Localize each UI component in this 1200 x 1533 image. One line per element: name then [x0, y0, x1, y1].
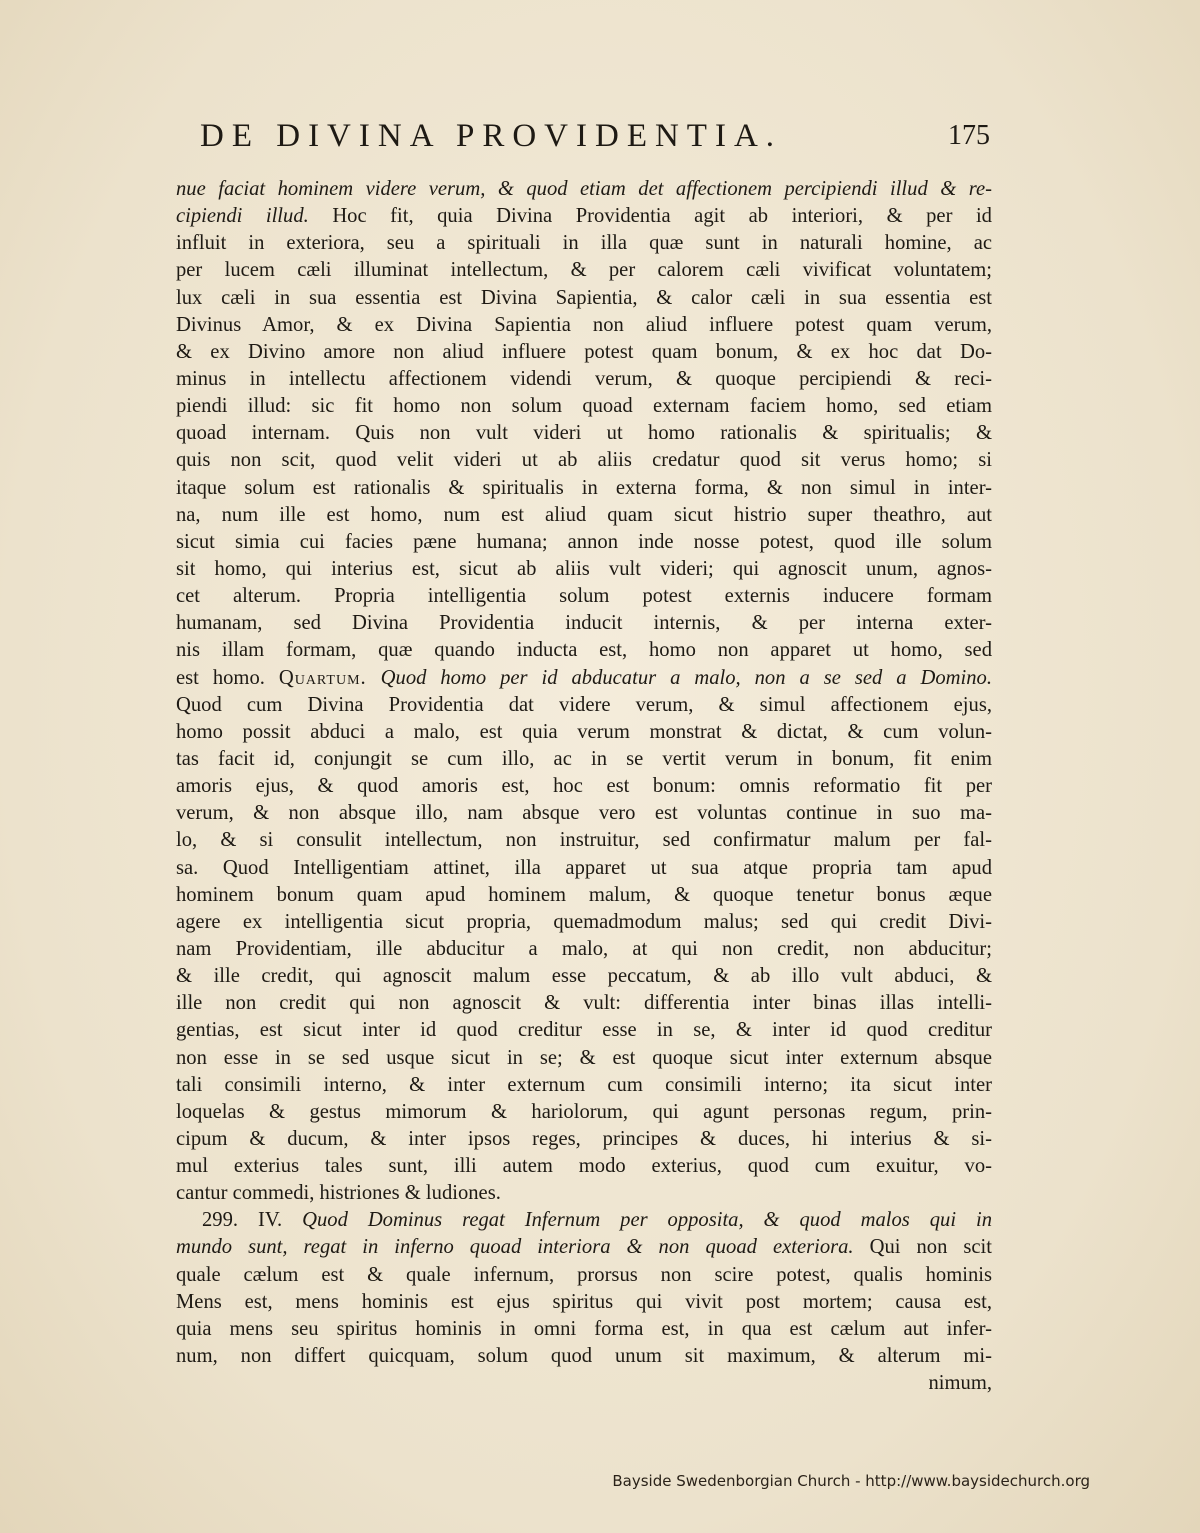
- text-run: 299. IV.: [202, 1209, 303, 1232]
- text-line: [176, 610, 992, 637]
- text-line: [176, 665, 992, 692]
- text-run: piendi illud: sic fit homo non solum quoad externam faciem homo, sed etiam: [176, 395, 992, 418]
- text-line: [176, 1045, 992, 1072]
- text-line: [176, 936, 992, 963]
- text-line: [176, 1289, 992, 1316]
- text-line: [176, 855, 992, 882]
- text-run: ille non credit qui non agnoscit & vult: differentia inter binas illas intelli-: [176, 992, 992, 1015]
- text-line: [176, 203, 992, 230]
- footer-credit: Bayside Swedenborgian Church - http://www.baysidechurch.org: [612, 1472, 1090, 1490]
- text-run: lo, & si consulit intellectum, non instruitur, sed confirmatur malum per fal-: [176, 829, 992, 852]
- text-run: tali consimili interno, & inter externum cum consimili interno; ita sicut inter: [176, 1073, 992, 1096]
- text-run: Hoc fit, quia Divina Providentia agit ab interiori, & per id: [308, 205, 992, 228]
- text-line: [176, 257, 992, 284]
- text-run: per lucem cæli illuminat intellectum, & per calorem cæli vivificat voluntatem;: [176, 259, 992, 282]
- text-line: [176, 285, 992, 312]
- text-line: [176, 339, 992, 366]
- text-line: [176, 176, 992, 203]
- text-run: itaque solum est rationalis & spiritualis in externa forma, & non simul in inter-: [176, 476, 992, 499]
- text-run: sicut simia cui facies pæne humana; annon inde nosse potest, quod ille solum: [176, 530, 992, 553]
- small-caps-run: Quartum.: [278, 666, 367, 689]
- text-line: [176, 1370, 992, 1397]
- text-line: [176, 637, 992, 664]
- text-run: nam Providentiam, ille abducitur a malo, at qui non credit, non abducitur;: [176, 937, 992, 960]
- text-run: homo possit abduci a malo, est quia verum monstrat & dictat, & cum volun-: [176, 720, 992, 743]
- text-line: [176, 1207, 992, 1234]
- text-line: [176, 447, 992, 474]
- text-line: [176, 1099, 992, 1126]
- text-run: verum, & non absque illo, nam absque vero est voluntas continue in suo ma-: [176, 802, 992, 825]
- text-run: na, num ille est homo, num est aliud quam sicut histrio super theathro, aut: [176, 503, 992, 526]
- text-line: [176, 827, 992, 854]
- text-line: [176, 963, 992, 990]
- running-header: [200, 118, 990, 168]
- text-run: amoris ejus, & quod amoris est, hoc est bonum: omnis reformatio fit per: [176, 775, 992, 798]
- text-line: [176, 1180, 992, 1207]
- text-run: quis non scit, quod velit videri ut ab aliis credatur quod sit verus homo; si: [176, 449, 992, 472]
- text-run: hominem bonum quam apud hominem malum, & quoque tenetur bonus æque: [176, 883, 992, 906]
- running-title: DE DIVINA PROVIDENTIA.: [200, 118, 783, 154]
- text-run: quoad internam. Quis non vult videri ut homo rationalis & spiritualis; &: [176, 422, 992, 445]
- text-run: Divinus Amor, & ex Divina Sapientia non aliud influere potest quam verum,: [176, 313, 992, 336]
- text-run: humanam, sed Divina Providentia inducit internis, & per interna exter-: [176, 612, 992, 635]
- italic-run: nue faciat hominem videre verum, & quod etiam det affectionem percipiendi illud & re-: [176, 178, 992, 200]
- text-run: sa. Quod Intelligentiam attinet, illa apparet ut sua atque propria tam apud: [176, 856, 992, 879]
- text-run: lux cæli in sua essentia est Divina Sapientia, & calor cæli in sua essentia est: [176, 286, 992, 309]
- text-line: [176, 773, 992, 800]
- text-line: [176, 1262, 992, 1289]
- text-line: [176, 909, 992, 936]
- text-run: minus in intellectu affectionem videndi verum, & quoque percipiendi & reci-: [176, 367, 992, 390]
- text-line: [176, 1343, 992, 1370]
- text-line: [176, 475, 992, 502]
- italic-run: Quod homo per id abducatur a malo, non a se sed a Domino.: [380, 666, 992, 689]
- text-line: [176, 393, 992, 420]
- text-run: sit homo, qui interius est, sicut ab aliis vult videri; qui agnoscit unum, agnos-: [176, 557, 992, 580]
- text-run: [367, 667, 381, 689]
- text-line: [176, 583, 992, 610]
- text-run: cet alterum. Propria intelligentia solum potest externis inducere formam: [176, 585, 992, 608]
- text-line: [176, 366, 992, 393]
- text-line: [176, 312, 992, 339]
- text-line: [176, 692, 992, 719]
- text-run: quale cælum est & quale infernum, prorsus non scire potest, qualis hominis: [176, 1263, 992, 1286]
- text-run: gentias, est sicut inter id quod creditur esse in se, & inter id quod creditur: [176, 1019, 992, 1042]
- text-run: Mens est, mens hominis est ejus spiritus qui vivit post mortem; causa est,: [176, 1290, 992, 1313]
- text-run: Qui non scit: [853, 1236, 992, 1259]
- text-run: & ex Divino amore non aliud influere potest quam bonum, & ex hoc dat Do-: [176, 340, 992, 363]
- text-run: Quod cum Divina Providentia dat videre verum, & simul affectionem ejus,: [176, 693, 992, 716]
- text-run: influit in exteriora, seu a spirituali in illa quæ sunt in naturali homine, ac: [176, 232, 992, 255]
- text-line: [176, 1234, 992, 1261]
- text-line: [176, 230, 992, 257]
- text-line: [176, 1126, 992, 1153]
- text-run: quia mens seu spiritus hominis in omni forma est, in qua est cælum aut infer-: [176, 1317, 992, 1340]
- text-run: agere ex intelligentia sicut propria, quemadmodum malus; sed qui credit Divi-: [176, 910, 992, 933]
- text-line: [176, 502, 992, 529]
- body-text: [176, 176, 992, 1397]
- page-number: 175: [948, 120, 990, 151]
- text-run: nis illam formam, quæ quando inducta est, homo non apparet ut homo, sed: [176, 639, 992, 662]
- text-line: [176, 529, 992, 556]
- text-line: [176, 800, 992, 827]
- text-run: nimum,: [928, 1372, 992, 1395]
- text-run: loquelas & gestus mimorum & hariolorum, qui agunt personas regum, prin-: [176, 1100, 992, 1123]
- text-line: [176, 1017, 992, 1044]
- text-line: [176, 1153, 992, 1180]
- text-line: [176, 719, 992, 746]
- text-run: non esse in se sed usque sicut in se; & est quoque sicut inter externum absque: [176, 1046, 992, 1069]
- text-run: cipum & ducum, & inter ipsos reges, principes & duces, hi interius & si-: [176, 1127, 992, 1150]
- text-line: [176, 556, 992, 583]
- text-run: mul exterius tales sunt, illi autem modo exterius, quod cum exuitur, vo-: [176, 1155, 992, 1178]
- text-line: [176, 990, 992, 1017]
- text-run: cantur commedi, histriones & ludiones.: [176, 1182, 501, 1205]
- text-line: [176, 882, 992, 909]
- text-line: [176, 420, 992, 447]
- italic-run: Quod Dominus regat Infernum per opposita, & quod malos qui in: [302, 1209, 993, 1232]
- text-line: [176, 1072, 992, 1099]
- text-line: [176, 1316, 992, 1343]
- italic-run: cipiendi illud.: [176, 205, 309, 228]
- text-run: est homo.: [176, 666, 279, 689]
- text-run: num, non differt quicquam, solum quod unum sit maximum, & alterum mi-: [176, 1345, 992, 1368]
- text-run: & ille credit, qui agnoscit malum esse peccatum, & ab illo vult abduci, &: [176, 965, 992, 988]
- text-run: tas facit id, conjungit se cum illo, ac in se vertit verum in bonum, fit enim: [176, 747, 992, 770]
- italic-run: mundo sunt, regat in inferno quoad interiora & non quoad exteriora.: [176, 1236, 854, 1259]
- text-line: [176, 746, 992, 773]
